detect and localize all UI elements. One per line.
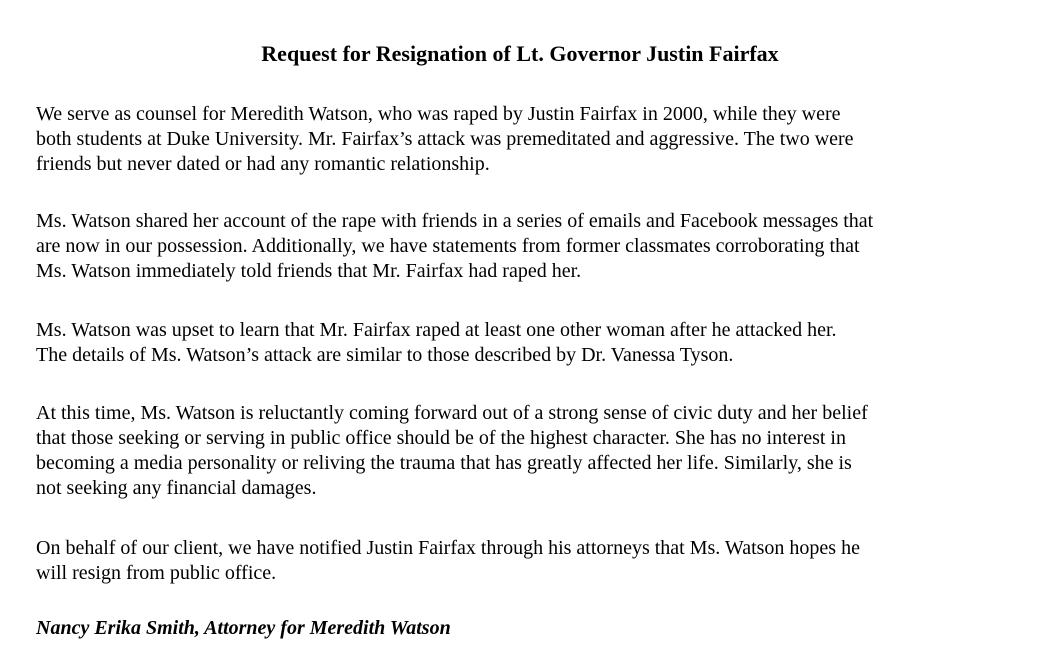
paragraph-3 (36, 318, 1026, 368)
paragraph-line: Ms. Watson was upset to learn that Mr. Fairfax raped at least one other woman after he attacked her. (36, 319, 837, 341)
paragraph-line: The details of Ms. Watson’s attack are similar to those described by Dr. Vanessa Tyson. (36, 344, 734, 366)
paragraph-line: At this time, Ms. Watson is reluctantly coming forward out of a strong sense of civic duty and her belief (36, 402, 868, 424)
paragraph-line: are now in our possession. Additionally, we have statements from former classmates corroborating that (36, 235, 860, 257)
paragraph-line: both students at Duke University. Mr. Fairfax’s attack was premeditated and aggressive. The two were (36, 128, 854, 150)
paragraph-1 (36, 102, 1026, 177)
paragraph-line: will resign from public office. (36, 562, 277, 584)
paragraph-2 (36, 209, 1026, 284)
paragraph-4 (36, 401, 1026, 501)
paragraph-line: that those seeking or serving in public office should be of the highest character. She has no interest in (36, 427, 846, 449)
paragraph-line: We serve as counsel for Meredith Watson, who was raped by Justin Fairfax in 2000, while they were (36, 103, 841, 125)
paragraph-5 (36, 536, 1026, 586)
paragraph-line: Ms. Watson shared her account of the rape with friends in a series of emails and Facebook messages that (36, 210, 874, 232)
document-title: Request for Resignation of Lt. Governor Justin Fairfax (261, 41, 779, 66)
paragraph-line: friends but never dated or had any romantic relationship. (36, 153, 490, 175)
paragraph-line: Ms. Watson immediately told friends that Mr. Fairfax had raped her. (36, 260, 582, 282)
paragraph-line: On behalf of our client, we have notified Justin Fairfax through his attorneys that Ms. Watson hopes he (36, 537, 860, 559)
signature: Nancy Erika Smith, Attorney for Meredith Watson (36, 617, 451, 639)
paragraph-line: not seeking any financial damages. (36, 477, 317, 499)
paragraph-line: becoming a media personality or reliving the trauma that has greatly affected her life. Similarly, she is (36, 452, 852, 474)
